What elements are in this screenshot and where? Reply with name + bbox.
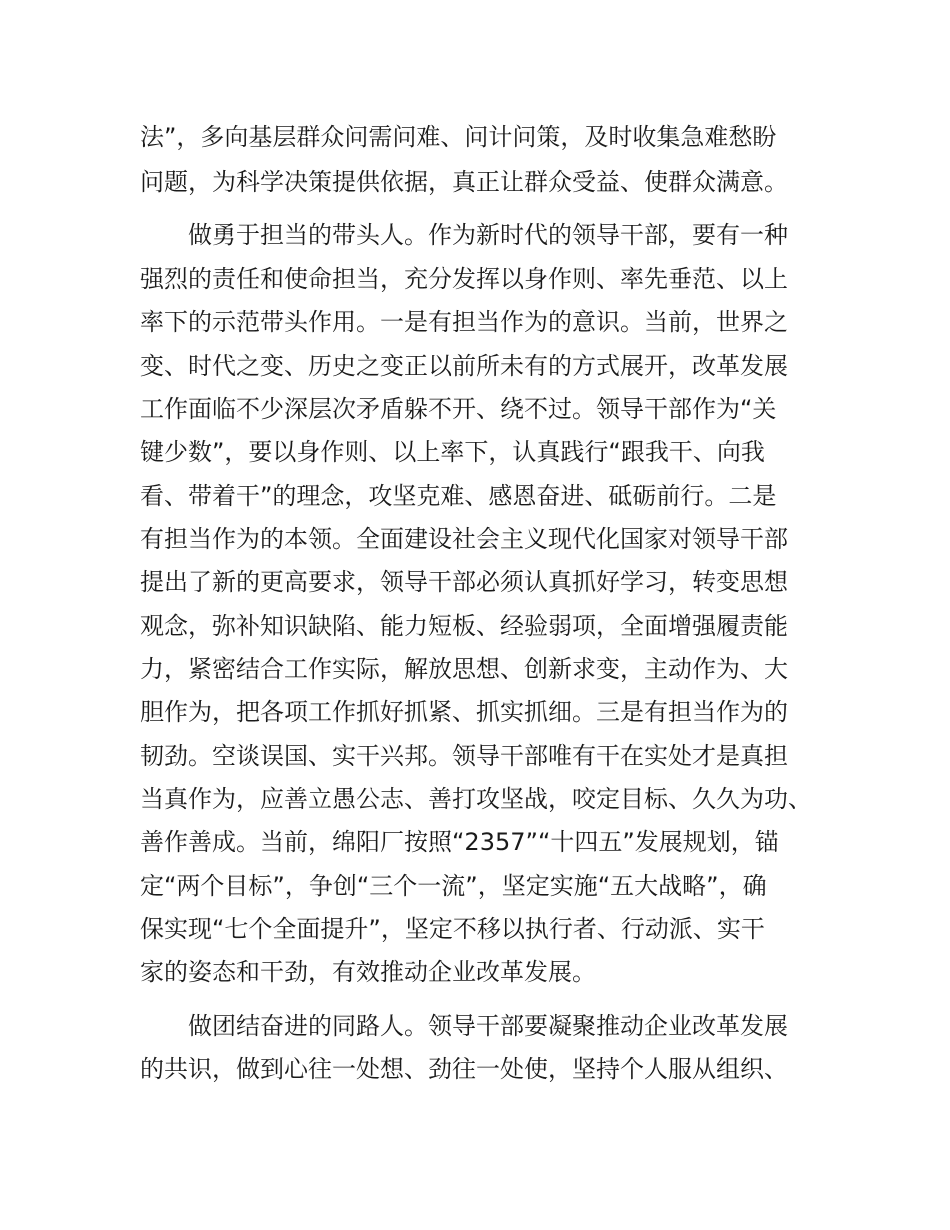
text-line: 法”，多向基层群众问需问难、问计问策，及时收集急难愁盼 — [140, 123, 777, 151]
text-line: 工作面临不少深层次矛盾躲不开、绕不过。领导干部作为“关 — [140, 395, 777, 423]
text-line: 家的姿态和干劲，有效推动企业改革发展。 — [140, 958, 596, 986]
text-line: 看、带着干”的理念，攻坚克难、感恩奋进、砥砺前行。二是 — [140, 482, 777, 510]
text-line: 率下的示范带头作用。一是有担当作为的意识。当前，世界之 — [140, 308, 788, 336]
paragraph-start-line: 做勇于担当的带头人。作为新时代的领导干部，要有一种 — [188, 221, 788, 249]
text-line: 当真作为，应善立愚公志、善打攻坚战，咬定目标、久久为功、 — [140, 785, 812, 813]
text-line: 善作善成。当前，绵阳厂按照“2357”“十四五”发展规划，锚 — [140, 828, 779, 856]
text-line: 强烈的责任和使命担当，充分发挥以身作则、率先垂范、以上 — [140, 265, 788, 293]
text-line: 问题，为科学决策提供依据，真正让群众受益、使群众满意。 — [140, 168, 788, 196]
text-line: 韧劲。空谈误国、实干兴邦。领导干部唯有干在实处才是真担 — [140, 742, 788, 770]
text-line: 键少数”，要以身作则、以上率下，认真践行“跟我干、向我 — [140, 438, 765, 466]
text-line: 保实现“七个全面提升”，坚定不移以执行者、行动派、实干 — [140, 915, 765, 943]
text-line: 定“两个目标”，争创“三个一流”，坚定实施“五大战略”，确 — [140, 872, 767, 900]
text-line: 有担当作为的本领。全面建设社会主义现代化国家对领导干部 — [140, 525, 788, 553]
text-line: 提出了新的更高要求，领导干部必须认真抓好学习，转变思想 — [140, 568, 788, 596]
text-line: 变、时代之变、历史之变正以前所未有的方式展开，改革发展 — [140, 352, 788, 380]
text-line: 胆作为，把各项工作抓好抓紧、抓实抓细。三是有担当作为的 — [140, 698, 788, 726]
paragraph-start-line: 做团结奋进的同路人。领导干部要凝聚推动企业改革发展 — [188, 1012, 788, 1040]
text-line: 观念，弥补知识缺陷、能力短板、经验弱项，全面增强履责能 — [140, 612, 788, 640]
text-line: 的共识，做到心往一处想、劲往一处使，坚持个人服从组织、 — [140, 1055, 788, 1083]
text-line: 力，紧密结合工作实际，解放思想、创新求变，主动作为、大 — [140, 655, 788, 683]
